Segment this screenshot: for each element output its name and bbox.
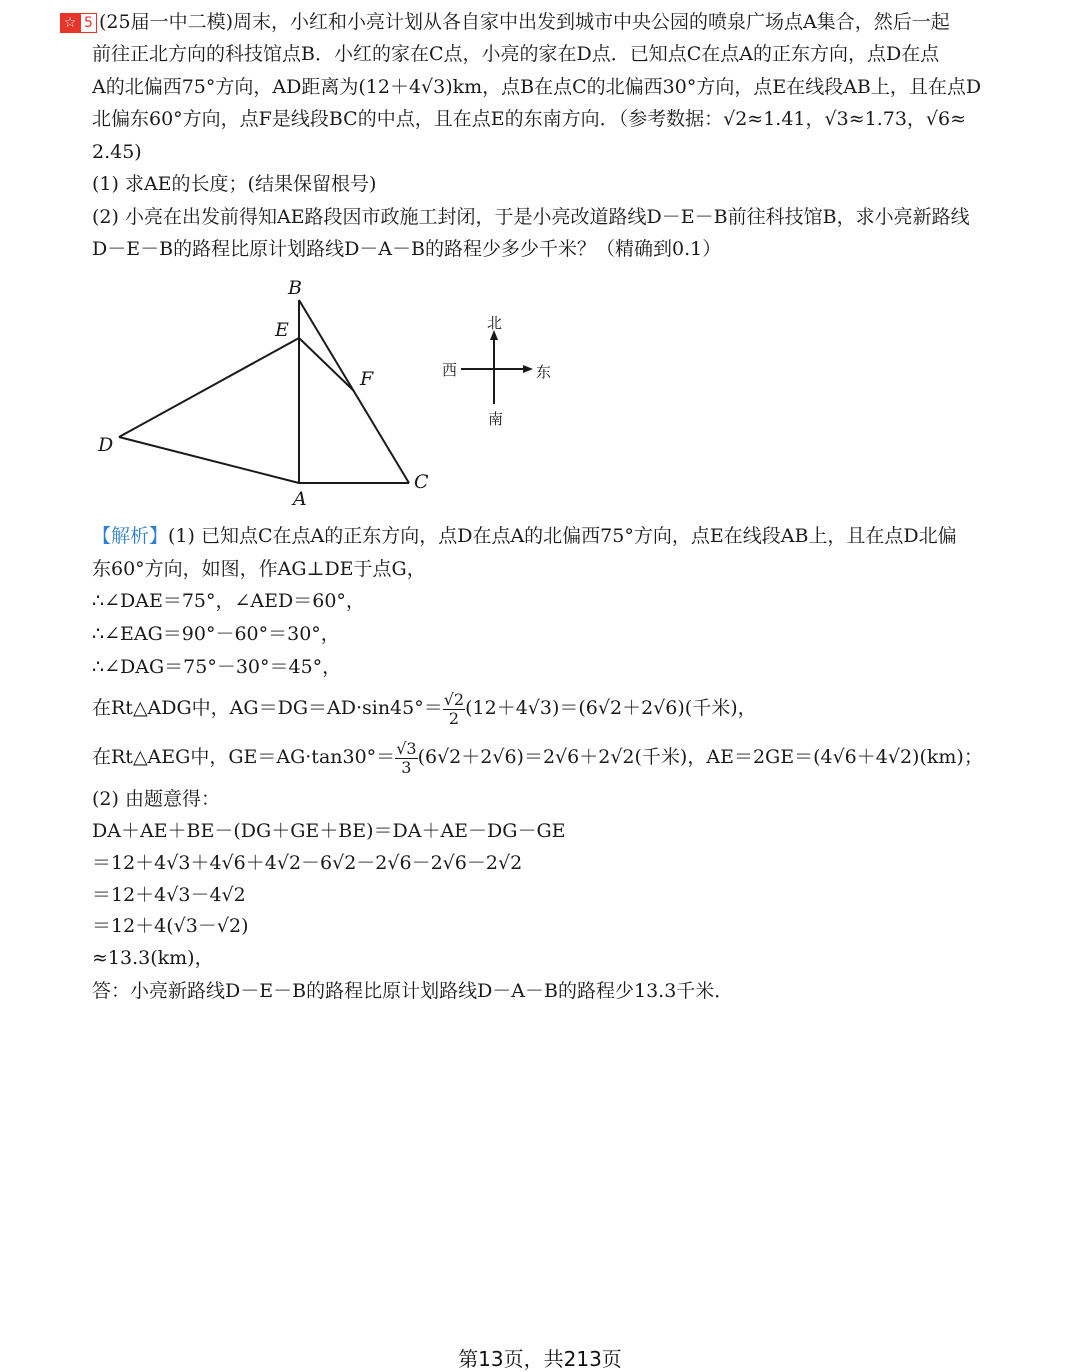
page-footer: 第13页，共213页 (458, 1347, 622, 1371)
star-icon: ☆ (60, 13, 80, 33)
problem-line-4: 北偏东60°方向，点F是线段BC的中点，且在点E的东南方向．（参考数据：√2≈1.41，√3≈1.73，√6≈ (92, 108, 967, 130)
solution-tag: 【解析】 (92, 525, 169, 547)
calc-step-3: ＝12＋4√3－4√2 (92, 884, 246, 906)
answer-line: 答：小亮新路线D－E－B的路程比原计划路线D－A－B的路程少13.3千米． (92, 980, 734, 1002)
calc-step-1: DA＋AE＋BE－(DG＋GE＋BE)＝DA＋AE－DG－GE (92, 820, 566, 842)
compass-west-label: 西 (442, 361, 458, 379)
part2-title: (2) 由题意得： (92, 788, 220, 810)
compass-south-label: 南 (488, 410, 504, 428)
solution-line-2: 东60°方向，如图，作AG⊥DE于点G， (92, 558, 426, 580)
calc-step-2: ＝12＋4√3＋4√6＋4√2－6√2－2√6－2√6－2√2 (92, 852, 523, 874)
segment-DE (119, 338, 299, 437)
geometry-figure (0, 270, 1080, 520)
fraction-sqrt2-over-2 (443, 691, 465, 728)
problem-number-badge: 5 (80, 13, 97, 33)
calc-step-4: ＝12＋4(√3－√2) (92, 915, 249, 937)
fraction-numerator: √2 (443, 689, 465, 709)
solution-rt-aeg (92, 735, 1052, 779)
solution-line-3: ∴∠DAE＝75°，∠AED＝60°， (92, 590, 365, 612)
problem-text: (25届一中二模)周末，小红和小亮计划从各自家中出发到城市中央公园的喷泉广场点A集合，然后一起 (99, 11, 950, 33)
compass-north-label: 北 (487, 314, 503, 332)
point-label-C: C (414, 471, 429, 493)
question-1: (1) 求AE的长度；(结果保留根号) (92, 173, 377, 195)
solution-line-4: ∴∠EAG＝90°－60°＝30°， (92, 623, 340, 645)
fraction-sqrt3-over-3 (395, 740, 417, 777)
rt-aeg-suffix: (6√2＋2√6)＝2√6＋2√2(千米)，AE＝2GE＝(4√6＋4√2)(km)； (417, 746, 983, 768)
question-2-line-2: D－E－B的路程比原计划路线D－A－B的路程少多少千米？（精确到0.1） (92, 238, 722, 260)
point-label-F: F (360, 368, 374, 390)
point-label-B: B (288, 277, 302, 299)
calc-step-5: ≈13.3(km)， (92, 947, 214, 969)
question-2-line-1: (2) 小亮在出发前得知AE路段因市政施工封闭，于是小亮改道路线D－E－B前往科技馆B，求小亮新路线 (92, 206, 970, 228)
rt-aeg-prefix: 在Rt△AEG中，GE＝AG·tan30°＝ (92, 746, 396, 768)
compass-rose-icon (461, 330, 533, 404)
rt-adg-prefix: 在Rt△ADG中，AG＝DG＝AD·sin45°＝ (92, 697, 443, 719)
rt-adg-suffix: (12＋4√3)＝(6√2＋2√6)(千米)， (465, 697, 757, 719)
problem-line-5: 2.45) (92, 141, 142, 163)
problem-line-3: A的北偏西75°方向，AD距离为(12＋4√3)km，点B在点C的北偏西30°方向，点E在线段AB上，且在点D (92, 76, 982, 98)
point-label-E: E (275, 319, 289, 341)
segment-DA (119, 437, 299, 483)
problem-line-2: 前往正北方向的科技馆点B．小红的家在C点，小亮的家在D点．已知点C在点A的正东方向，点D在点 (92, 43, 940, 65)
solution-line-5: ∴∠DAG＝75°－30°＝45°， (92, 656, 342, 678)
solution-rt-adg (92, 686, 1052, 730)
fraction-denominator: 2 (448, 708, 460, 728)
problem-line-1 (60, 9, 1020, 35)
point-label-D: D (98, 434, 114, 456)
point-label-A: A (293, 488, 307, 510)
compass-east-label: 东 (536, 363, 552, 381)
solution-line-1 (92, 523, 1052, 549)
segment-BC (299, 300, 409, 483)
solution-text: (1) 已知点C在点A的正东方向，点D在点A的北偏西75°方向，点E在线段AB上，且在点D北偏 (168, 525, 957, 547)
fraction-denominator: 3 (401, 757, 412, 777)
fraction-numerator: √3 (396, 738, 417, 758)
